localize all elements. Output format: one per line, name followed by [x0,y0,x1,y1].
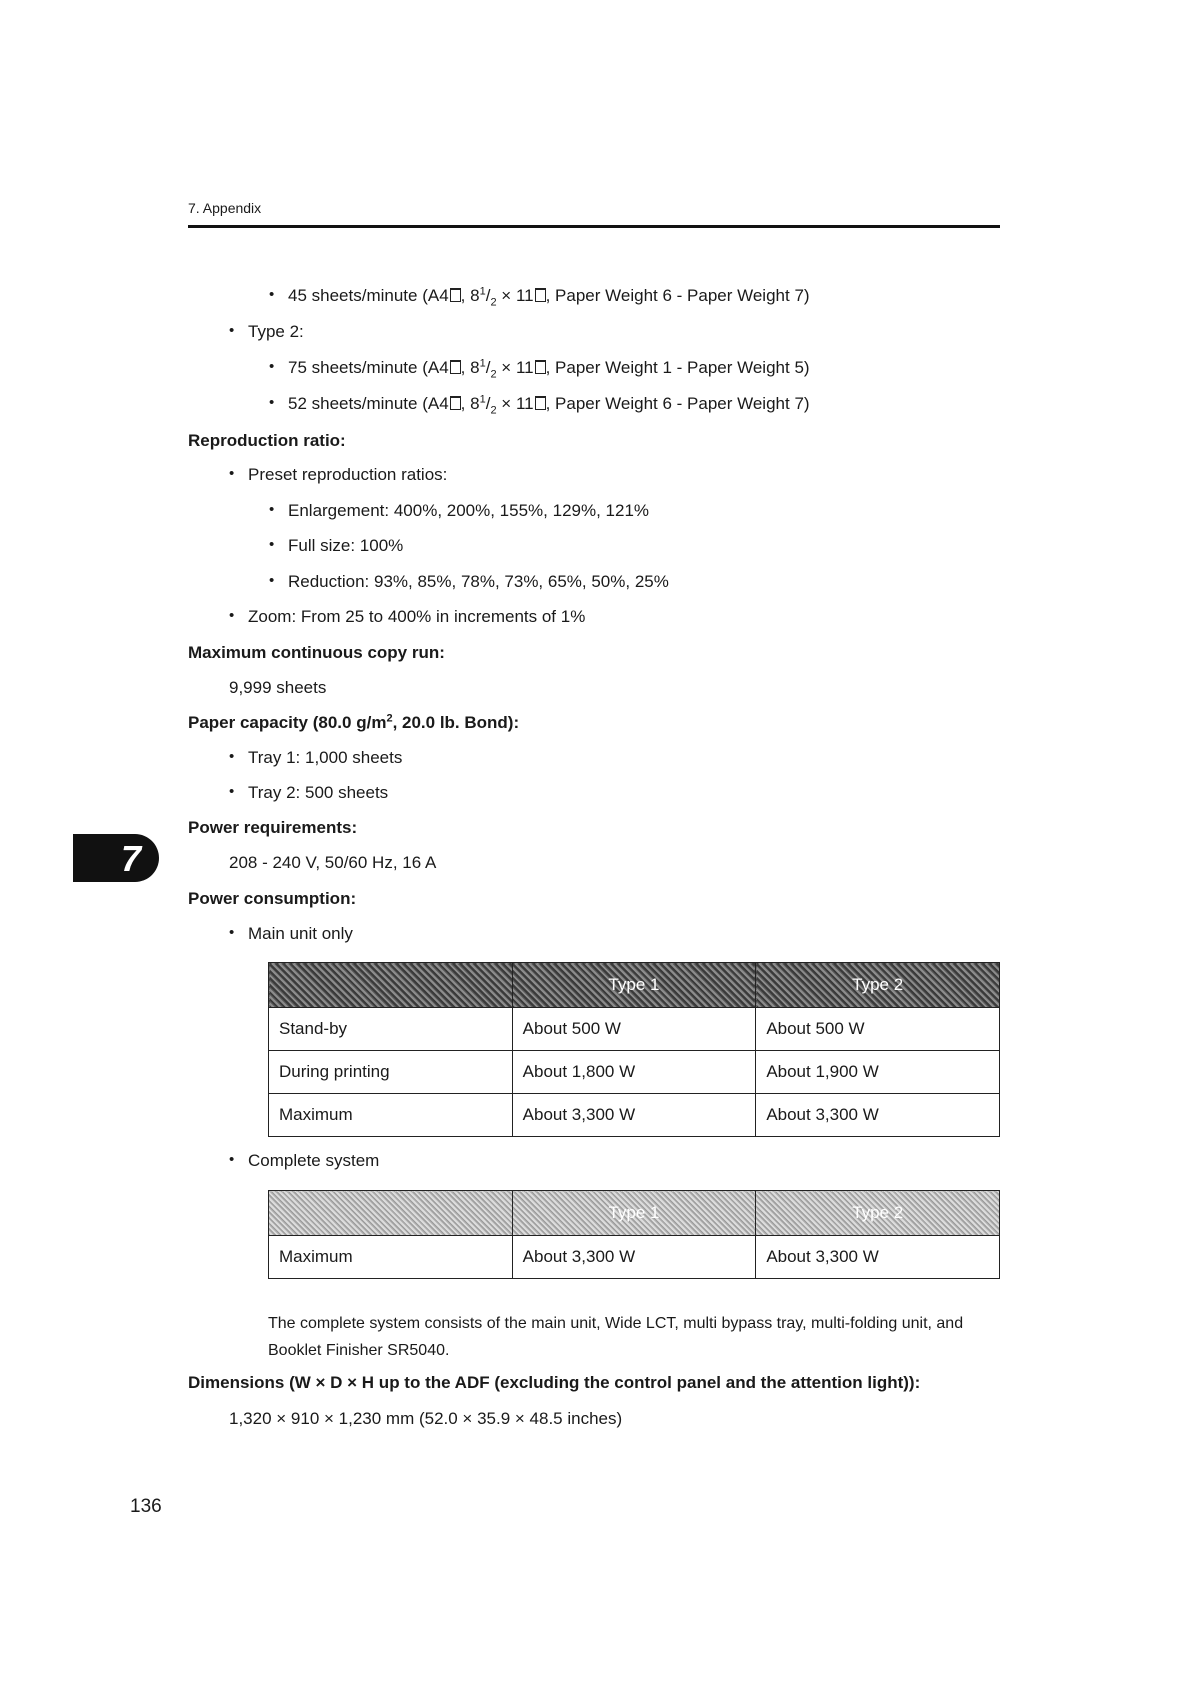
table-cell: About 500 W [512,1008,756,1051]
table-header-row [269,963,1000,1008]
power-cons-heading: Power consumption: [188,889,357,908]
power-req-heading: Power requirements: [188,818,358,837]
tray1-capacity: • Tray 1: 1,000 sheets [248,748,402,768]
table-header-cell: Type 2 [756,963,1000,1008]
tray2-capacity: • Tray 2: 500 sheets [248,783,388,803]
page-number: 136 [130,1496,162,1517]
complete-system-label: • Complete system [248,1151,379,1171]
table-row [269,1094,1000,1137]
table-cell: About 3,300 W [512,1094,756,1137]
reduction-ratios: • Reduction: 93%, 85%, 78%, 73%, 65%, 50%, 25% [288,572,669,592]
dimensions-value: 1,320 × 910 × 1,230 mm (52.0 × 35.9 × 48.5 inches) [229,1409,623,1428]
table-cell: About 3,300 W [756,1094,1000,1137]
table-row [269,1008,1000,1051]
table-cell: Maximum [269,1236,513,1279]
copy-run-heading: Maximum continuous copy run: [188,643,445,662]
paper-orientation-icon [450,288,461,302]
table-row [269,1051,1000,1094]
section-header: 7. Appendix [188,200,262,216]
preset-ratios: • Preset reproduction ratios: [248,465,447,485]
paper-orientation-icon [450,396,461,410]
table-row [269,1236,1000,1279]
table-cell: About 1,800 W [512,1051,756,1094]
chapter-tab [73,834,159,882]
speed-type2-75: • 75 sheets/minute (A4 , $8^1/_2 \times 11$ , Paper Weight 1 - Paper Weight 5) [288,358,810,378]
power-req-value: 208 - 240 V, 50/60 Hz, 16 A [229,853,437,872]
table-header-cell [269,963,513,1008]
table-cell: Stand-by [269,1008,513,1051]
main-unit-power-table [268,962,1000,1137]
type2-label: • Type 2: [248,322,304,342]
speed-type1-45: • 45 sheets/minute (A4 , $8^1/_2 \times 11$ , Paper Weight 6 - Paper Weight 7) [288,286,810,306]
dimensions-heading: Dimensions (W × D × H up to the ADF (excluding the control panel and the attention light)): [188,1373,921,1392]
zoom-range: • Zoom: From 25 to 400% in increments of 1% [248,607,585,627]
reproduction-heading: Reproduction ratio: [188,431,346,450]
table-header-cell: Type 2 [756,1191,1000,1236]
paper-orientation-icon [535,288,546,302]
paper-orientation-icon [535,396,546,410]
table-cell: About 3,300 W [512,1236,756,1279]
table-cell: During printing [269,1051,513,1094]
complete-system-power-table [268,1190,1000,1279]
table-header-cell [269,1191,513,1236]
paper-orientation-icon [535,360,546,374]
table-cell: About 1,900 W [756,1051,1000,1094]
table-cell: About 500 W [756,1008,1000,1051]
table-header-row [269,1191,1000,1236]
speed-type2-52: • 52 sheets/minute (A4 , $8^1/_2 \times 11$ , Paper Weight 6 - Paper Weight 7) [288,394,810,414]
paper-orientation-icon [450,360,461,374]
table-header-cell: Type 1 [512,1191,756,1236]
paper-capacity-heading: Paper capacity (80.0 $g/m^2$, 20.0 lb. Bond): [188,712,520,732]
full-size-ratio: • Full size: 100% [288,536,403,556]
main-unit-label: • Main unit only [248,924,353,944]
header-rule [188,225,1000,228]
copy-run-value: 9,999 sheets [229,678,327,697]
table-cell: About 3,300 W [756,1236,1000,1279]
complete-system-note: The complete system consists of the main unit, Wide LCT, multi bypass tray, multi-folding unit, and Booklet Finisher SR5040. [268,1315,964,1359]
enlargement-ratios: • Enlargement: 400%, 200%, 155%, 129%, 121% [288,501,649,521]
chapter-number: 7 [121,838,142,879]
table-header-cell: Type 1 [512,963,756,1008]
table-cell: Maximum [269,1094,513,1137]
